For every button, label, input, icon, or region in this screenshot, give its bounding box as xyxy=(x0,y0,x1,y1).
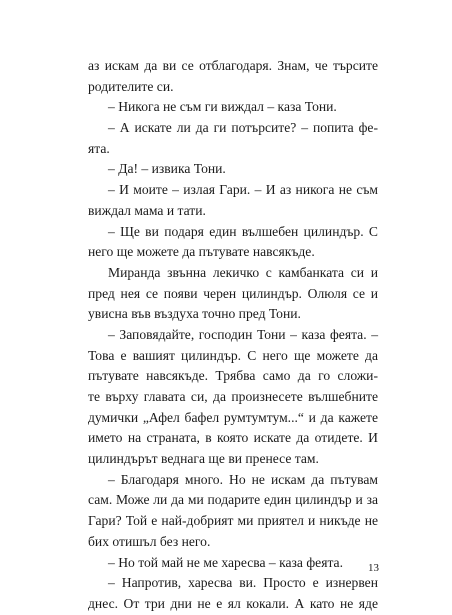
text-line: него ще можете да пътувате навсякъде. xyxy=(88,244,315,260)
text-line: увисна във въздуха точно пред Тони. xyxy=(88,306,301,322)
text-line: – Никога не съм ги виждал – каза Тони. xyxy=(108,99,337,115)
text-line: думички „Афел бафел румтумтум...“ и да кажете xyxy=(88,409,378,425)
text-line: – Напротив, харесва ви. Просто е изнервен xyxy=(108,575,378,591)
text-line: Това е вашият цилиндър. С него ще можете да xyxy=(88,347,378,363)
text-line: – Заповядайте, господин Тони – каза феята. – xyxy=(108,326,378,342)
page-number: 13 xyxy=(368,562,379,574)
page-body-text xyxy=(88,56,378,615)
text-line: – И моите – излая Гари. – И аз никога не съм xyxy=(108,182,378,198)
text-line: – Ще ви подаря един вълшебен цилиндър. С xyxy=(108,223,378,239)
text-line: аз искам да ви се отблагодаря. Знам, че търсите xyxy=(88,58,378,73)
text-line: – Да! – извика Тони. xyxy=(108,161,226,177)
text-line: родителите си. xyxy=(88,78,174,94)
text-line: – Благодаря много. Но не искам да пътувам xyxy=(108,471,378,487)
text-line: – А искате ли да ги потърсите? – попита фе- xyxy=(108,120,378,136)
text-line: пътувате навсякъде. Трябва само да го сложи- xyxy=(88,368,378,384)
text-line: те върху главата си, да произнесете вълшебните xyxy=(88,389,378,404)
text-line: днес. От три дни не е ял кокали. А като не яде xyxy=(88,595,378,611)
text-line: бих отишъл без него. xyxy=(88,533,211,549)
text-line: името на страната, в която искате да отидете. И xyxy=(88,430,378,446)
text-line: ята. xyxy=(88,140,110,156)
text-line: Гари? Той е най-добрият ми приятел и никъде не xyxy=(88,513,378,529)
text-line: – Но той май не ме харесва – каза феята. xyxy=(108,554,343,570)
text-line: Миранда звънна лекичко с камбанката си и xyxy=(108,264,378,280)
text-line: пред нея се появи черен цилиндър. Олюля се и xyxy=(88,285,378,301)
text-line: сам. Може ли да ми подарите един цилиндър и за xyxy=(88,492,378,508)
text-line: цилиндърът веднага ще ви пренесе там. xyxy=(88,451,319,467)
text-line: виждал мама и тати. xyxy=(88,202,206,218)
